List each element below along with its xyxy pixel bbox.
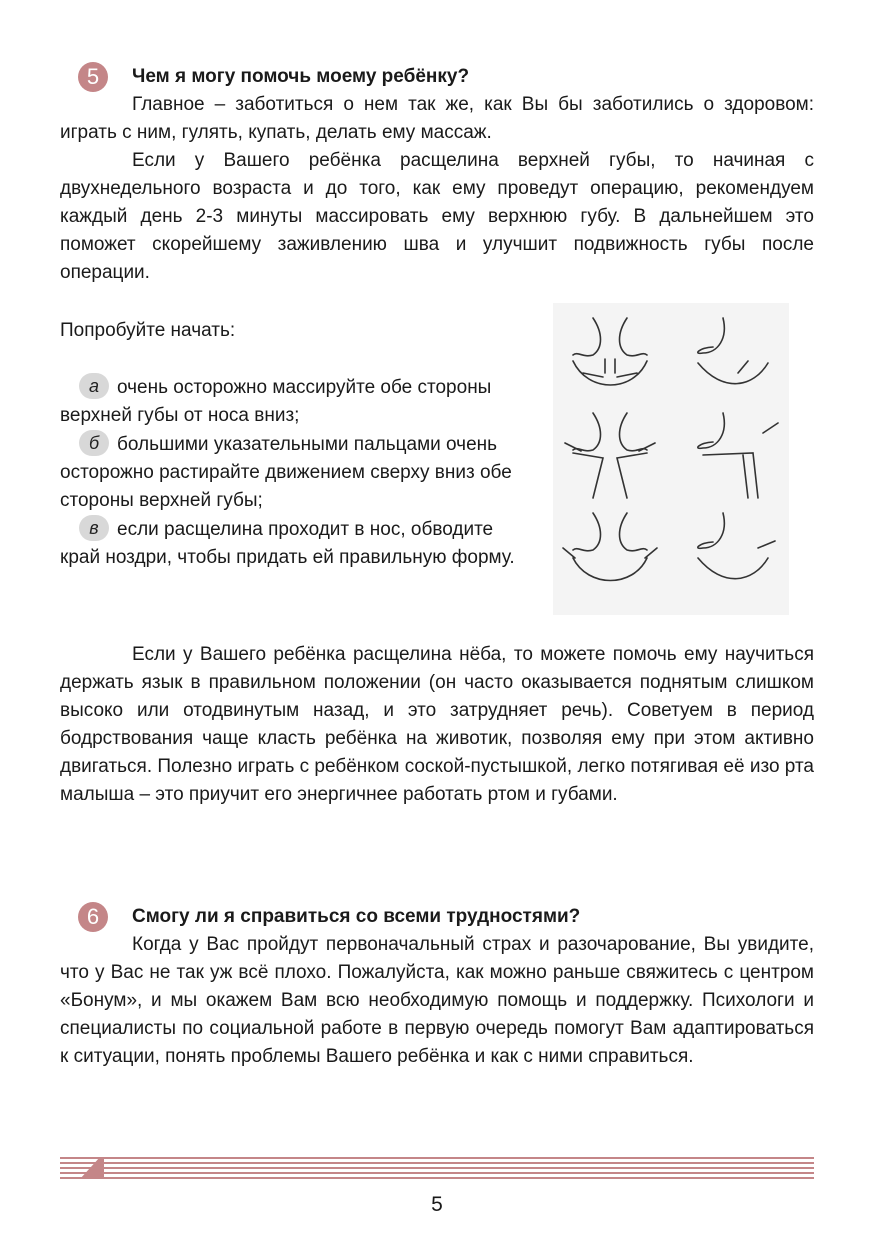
massage-sketch-b-side xyxy=(698,413,778,498)
footer-decorative-bar xyxy=(60,1156,814,1180)
page-number: 5 xyxy=(431,1193,443,1216)
step-text: большими указательными пальцами очень осторожно растирайте движением сверху вниз обе стороны верхней губы; xyxy=(60,434,512,511)
section-title: Смогу ли я справиться со всеми трудностями? xyxy=(132,906,581,927)
massage-sketch-b-front xyxy=(565,413,655,498)
step-text: очень осторожно массируйте обе стороны верхней губы от носа вниз; xyxy=(60,377,492,426)
list-item xyxy=(60,515,520,572)
section-title: Чем я могу помочь моему ребёнку? xyxy=(132,66,470,87)
paragraph: Если у Вашего ребёнка расщелина нёба, то можете помочь ему научиться держать язык в правильном положении (он часто оказывается поднятым слишком высоко или отодвинутым назад, и это затрудняет речь). Советуем в период бодрствования чаще класть ребёнка на животик, позволяя ему при этом активно двигаться. Полезно играть с ребёнком соской-пустышкой, легко потягивая её изо рта малыша – это приучит его энергичнее работать ртом и губами. xyxy=(60,644,814,805)
list-item xyxy=(60,373,520,430)
try-intro-text: Попробуйте начать: xyxy=(60,320,236,341)
section-5-heading xyxy=(78,62,469,92)
step-letter-badge: б xyxy=(79,430,109,456)
massage-sketch-c-front xyxy=(563,513,657,581)
step-letter-badge: в xyxy=(79,515,109,541)
paragraph: Когда у Вас пройдут первоначальный страх и разочарование, Вы увидите, что у Вас не так уж всё плохо. Пожалуйста, как можно раньше свяжитесь с центром «Бонум», и мы окажем Вам всю необходимую помощь и поддержку. Психологи и специалисты по социальной работе в первую очередь помогут Вам адаптироваться к ситуации, понять проблемы Вашего ребёнка и как с ними справиться. xyxy=(60,934,814,1067)
lip-massage-illustration xyxy=(553,303,789,615)
step-text: если расщелина проходит в нос, обводите край ноздри, чтобы придать ей правильную форму. xyxy=(60,519,515,568)
list-item xyxy=(60,430,520,515)
paragraph: Если у Вашего ребёнка расщелина верхней губы, то начиная с двухнедельного возраста и до того, как ему проведут операцию, рекомендуем каждый день 2-3 минуты массировать ему верхнюю губу. В дальнейшем это поможет скорейшему заживлению шва и улучшит подвижность губы после операции. xyxy=(60,150,814,283)
paragraph: Главное – заботиться о нем так же, как Вы бы заботились о здоровом: играть с ним, гулять, купать, делать ему массаж. xyxy=(60,94,814,143)
massage-sketch-a-front xyxy=(573,318,647,385)
massage-sketch-a-side xyxy=(698,318,768,384)
step-letter-badge: а xyxy=(79,373,109,399)
section-number-badge: 6 xyxy=(78,902,108,932)
section-6-heading xyxy=(78,902,580,932)
massage-steps-list xyxy=(60,373,520,572)
section-number-badge: 5 xyxy=(78,62,108,92)
massage-sketch-c-side xyxy=(698,513,775,579)
